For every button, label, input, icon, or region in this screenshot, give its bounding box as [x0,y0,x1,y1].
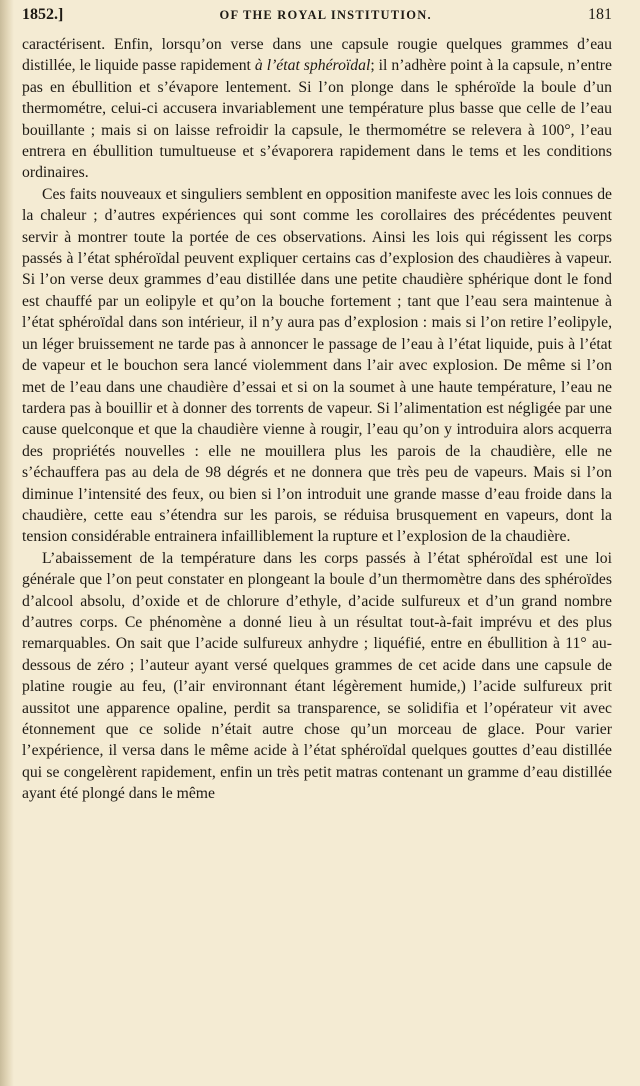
running-head [22,6,612,28]
paragraph-text: caractérisent. Enfin, lorsqu’on verse dans une capsule rougie quelques grammes d’eau distillée, le liquide passe rapidement [22,36,612,75]
book-page [22,6,612,805]
header-year: 1852.] [22,6,64,23]
page-number: 181 [588,6,612,23]
paragraph-2 [22,184,612,548]
header-title: OF THE ROYAL INSTITUTION. [219,8,432,22]
paragraph-text: ; il n’adhère point à la capsule, n’entre pas en ébullition et s’évapore lentement. Si l’on plonge dans le sphéroïde la boule d’un thermométre, celui-ci accusera invariablement une température plus basse que celle de l’eau bouillante ; mais si on laisse refroidir la capsule, le thermométre se relevera à 100°, l’eau entrera en ébullition tumultueuse et s’évaporera rapidement dans le tems et les conditions ordinaires. [22,57,612,182]
body-text [22,34,612,805]
paragraph-1 [22,34,612,184]
paragraph-3 [22,548,612,805]
paragraph-text: L’abaissement de la température dans les corps passés à l’état sphéroïdal est une loi générale que l’on peut constater en plongeant la boule d’un thermomètre dans des sphéroïdes d’alcool absolu, d’oxide et de chlorure d’ethyle, d’acide sulfureux et d’un grand nombre d’autres corps. Ce phénomène a donné lieu à un résultat tout-à-fait imprévu et des plus remarquables. On sait que l’acide sulfureux anhydre ; liquéfié, entre en ébullition à 11° au-dessous de zéro ; l’auteur ayant versé quelques grammes de cet acide dans une capsule de platine rougie au feu, (l’air environnant étant légèrement humide,) l’acide sulfureux prit aussitot une apparence opaline, perdit sa transparence, se solidifia et l’opérateur vit avec étonnement que ce solide n’était autre chose qu’un morceau de glace. Pour varier l’expérience, il versa dans le même acide à l’état sphéroïdal quelques gouttes d’eau distillée qui se congelèrent rapidement, enfin un très petit matras contenant un gramme d’eau distillée ayant été plongé dans le même [22,549,612,803]
binding-shadow [0,0,14,1086]
paragraph-text: Ces faits nouveaux et singuliers semblent en opposition manifeste avec les lois connues de la chaleur ; d’autres expériences qui sont comme les corollaires des précédentes peuvent servir à montrer toute la portée de ces observations. Ainsi les lois qui régissent les corps passés à l’état sphéroïdal peuvent expliquer certains cas d’explosion des chaudières à vapeur. Si l’on verse deux grammes d’eau distillée dans une petite chaudière sphérique dont le fond est chauffé par un eolipyle et qu’on la bouche fortement ; tant que l’eau sera maintenue à l’état sphéroïdal dans son intérieur, il n’y aura pas d’explosion : mais si l’on retire l’eolipyle, un léger bruissement ne tarde pas à annoncer le passage de l’eau à l’état liquide, puis à l’état de vapeur et le bouchon sera lancé violemment dans l’air avec explosion. De même si l’on met de l’eau dans une chaudière d’essai et si on la soumet à une haute température, l’eau ne tardera pas à bouillir et à donner des torrents de vapeur. Si l’alimentation est négligée par une cause quelconque et que la chaudière vienne à rougir, l’eau qu’on y introduira alors acquerra des propriétés nouvelles : elle ne mouillera plus les parois de la chaudière, elle ne s’échauffera pas au dela de 98 dégrés et ne donnera que très peu de vapeurs. Mais si l’on diminue l’intensité des feux, ou bien si l’on introduit une grande masse d’eau froide dans la chaudière, cette eau s’étendra sur les parois, se réduisa brusquement en vapeurs, dont la tension considérable entrainera infailliblement la rupture et l’explosion de la chaudière. [22,185,612,546]
paragraph-text-italic: à l’état sphéroïdal [254,57,371,75]
